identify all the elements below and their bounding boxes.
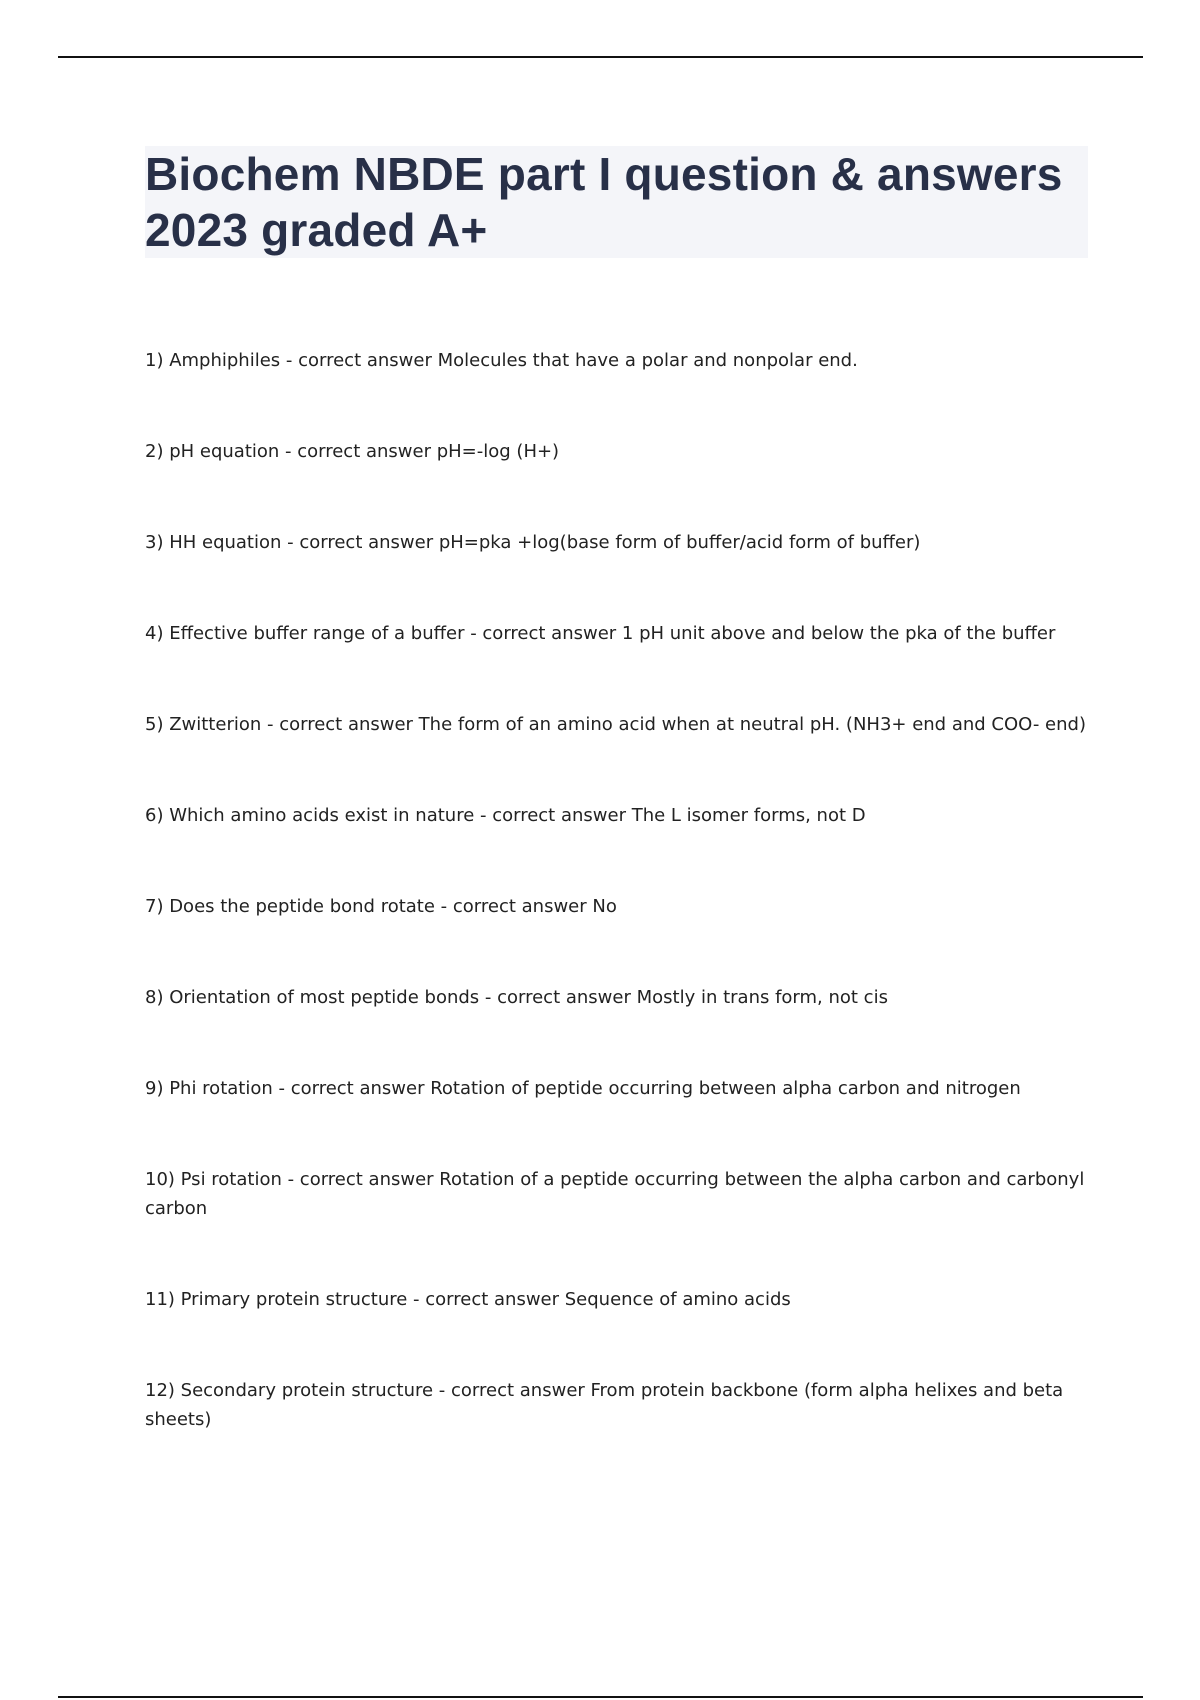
qa-item-4: 4) Effective buffer range of a buffer - correct answer 1 pH unit above and below the pka of the buffer: [145, 623, 1056, 644]
qa-item-10: 10) Psi rotation - correct answer Rotation of a peptide occurring between the alpha carbon and carbonyl carbon: [145, 1169, 1085, 1219]
bottom-rule: [58, 1696, 1143, 1698]
qa-item-6: 6) Which amino acids exist in nature - correct answer The L isomer forms, not D: [145, 805, 866, 826]
qa-item-11: 11) Primary protein structure - correct answer Sequence of amino acids: [145, 1289, 791, 1310]
qa-item-1: 1) Amphiphiles - correct answer Molecules that have a polar and nonpolar end.: [145, 350, 858, 371]
qa-item-8: 8) Orientation of most peptide bonds - correct answer Mostly in trans form, not cis: [145, 987, 888, 1008]
top-rule: [58, 56, 1143, 58]
qa-item-9: 9) Phi rotation - correct answer Rotation of peptide occurring between alpha carbon and nitrogen: [145, 1078, 1021, 1099]
qa-item-3: 3) HH equation - correct answer pH=pka +log(base form of buffer/acid form of buffer): [145, 532, 921, 553]
qa-list: [145, 346, 1090, 1496]
qa-item-2: 2) pH equation - correct answer pH=-log (H+): [145, 441, 560, 462]
qa-item-12: 12) Secondary protein structure - correct answer From protein backbone (form alpha helixes and beta sheets): [145, 1380, 1064, 1430]
title-block: [145, 146, 1088, 258]
qa-item-7: 7) Does the peptide bond rotate - correct answer No: [145, 896, 617, 917]
page-title: Biochem NBDE part I question & answers 2023 graded A+: [145, 148, 1063, 256]
qa-item-5: 5) Zwitterion - correct answer The form of an amino acid when at neutral pH. (NH3+ end and COO- end): [145, 714, 1086, 735]
